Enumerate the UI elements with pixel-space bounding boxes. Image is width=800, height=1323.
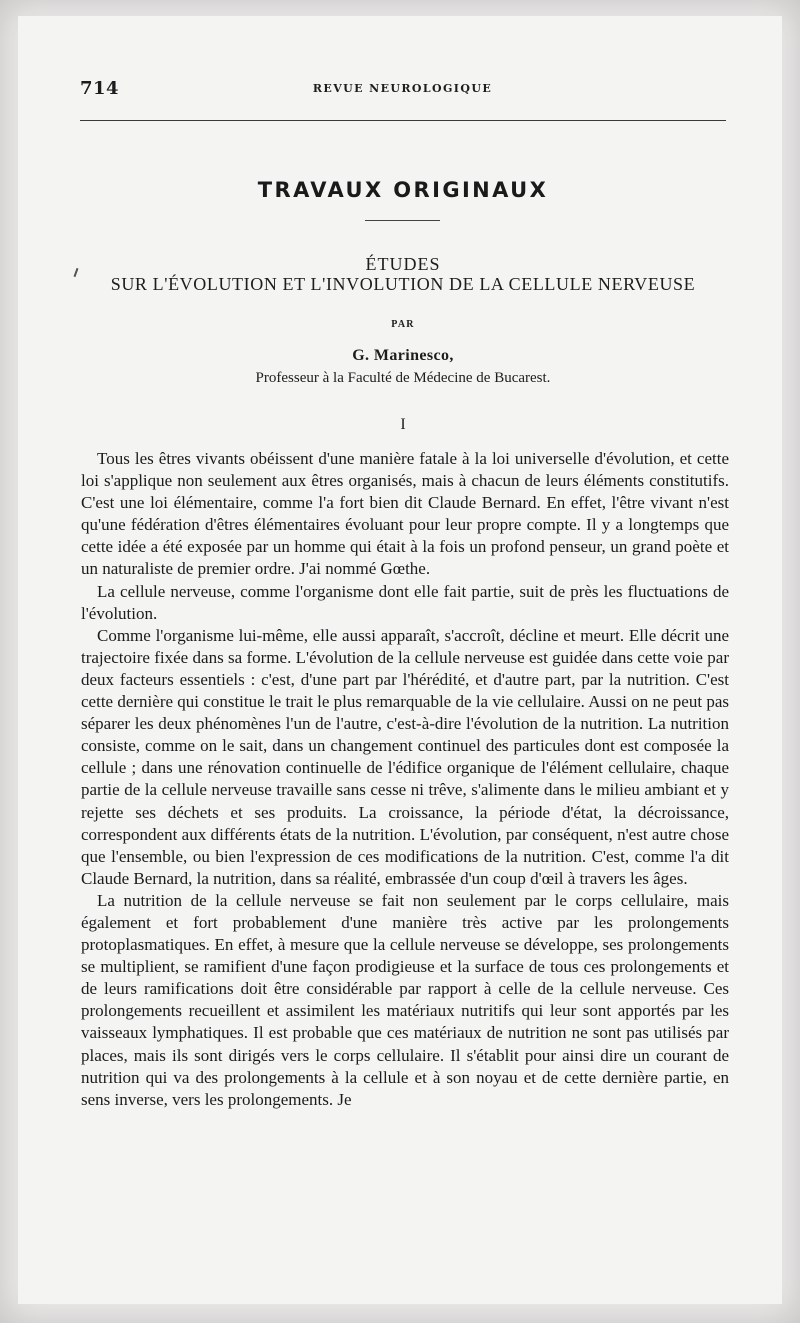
- running-head: REVUE NEUROLOGIQUE: [312, 82, 493, 95]
- paragraph: La cellule nerveuse, comme l'organisme dont elle fait partie, suit de près les fluctuations de l'évolution.: [81, 581, 729, 623]
- header-rule: [80, 120, 726, 121]
- page-number: 714: [80, 78, 120, 99]
- author-name: G. Marinesco,: [352, 347, 454, 364]
- section-heading: TRAVAUX ORIGINAUX: [257, 178, 549, 202]
- heading-divider: [365, 220, 440, 221]
- article-body: [81, 448, 729, 1111]
- paragraph: La nutrition de la cellule nerveuse se fait non seulement par le corps cellulaire, mais également et fort probablement d'une manière très active par les prolongements protoplasmatiques. En effet, à mesure que la cellule nerveuse se développe, ses prolongements se multiplient, se ramifient d'une façon prodigieuse et la surface de tous ces prolongements et de leurs ramifications doit être considérable par rapport à celle de la cellule nerveuse. Ces prolongements recueillent et assimilent les matériaux nutritifs qui leur sont apportés par les vaisseaux lymphatiques. Il est probable que ces matériaux de nutrition ne sont pas utilisés par places, mais ils sont dirigés vers le corps cellulaire. Il s'établit pour ainsi dire un courant de nutrition qui va des prolongements à la cellule et à son noyau et de cette dernière partie, en sens inverse, vers les prolongements. Je: [81, 890, 729, 1109]
- author-affiliation: Professeur à la Faculté de Médecine de Bucarest.: [255, 370, 551, 386]
- paragraph: Comme l'organisme lui-même, elle aussi apparaît, s'accroît, décline et meurt. Elle décrit une trajectoire fixée dans sa forme. L'évolution de la cellule nerveuse est guidée dans cette voie par deux facteurs essentiels : c'est, d'une part par l'hérédité, et d'autre part, par la nutrition. C'est cette dernière qui constitue le trait le plus remarquable de la vie cellulaire. Aussi on ne peut pas séparer les deux phénomènes l'un de l'autre, c'est-à-dire l'évolution de la nutrition. La nutrition consiste, comme on le sait, dans un changement continuel des particules dont est composée la cellule ; dans une rénovation continuelle de l'édifice organique de l'élément cellulaire, chaque partie de la cellule nerveuse travaille sans cesse ni trêve, s'alimente dans le milieu ambiant et y rejette ses déchets et ses produits. La croissance, la période d'état, la décroissance, correspondent aux différents états de la nutrition. L'évolution, par conséquent, n'est autre chose que l'ensemble, ou bien l'expression de ces modifications de la nutrition. C'est, comme l'a dit Claude Bernard, la nutrition, dans sa réalité, embrassée d'un coup d'œil à travers les âges.: [81, 625, 729, 888]
- article-title-line2: SUR L'ÉVOLUTION ET L'INVOLUTION DE LA CELLULE NERVEUSE: [110, 274, 696, 294]
- article-title-line1: ÉTUDES: [365, 254, 441, 274]
- page-header: [80, 78, 725, 100]
- byline-par: PAR: [391, 319, 415, 330]
- section-number: I: [400, 416, 406, 433]
- paragraph: Tous les êtres vivants obéissent d'une manière fatale à la loi universelle d'évolution, et cette loi s'applique non seulement aux êtres organisés, mais à chacun de leurs éléments constitutifs. C'est une loi élémentaire, comme l'a fort bien dit Claude Bernard. En effet, l'être vivant n'est qu'une fédération d'êtres élémentaires évoluant pour leur propre compte. Il y a longtemps que cette idée a été exposée par un homme qui était à la fois un profond penseur, un grand poète et un naturaliste de premier ordre. J'ai nommé Gœthe.: [81, 449, 729, 579]
